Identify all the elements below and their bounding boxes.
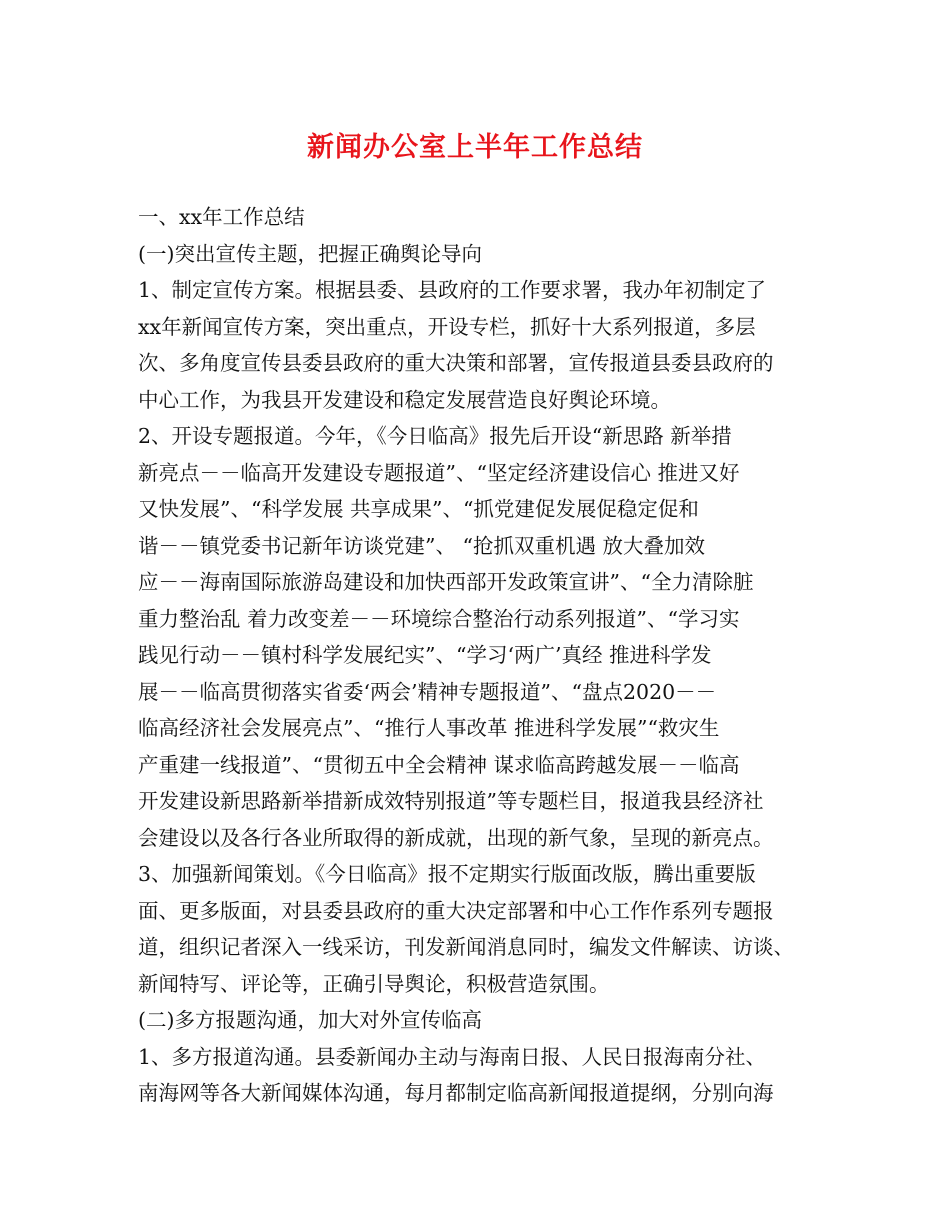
body-line: 应－－海南国际旅游岛建设和加快西部开发政策宣讲”、“全力清除脏	[138, 570, 754, 594]
body-line: 践见行动－－镇村科学发展纪实”、“学习‘两广’真经 推进科学发	[138, 643, 712, 667]
body-line: 1、制定宣传方案。根据县委、县政府的工作要求署，我办年初制定了	[138, 278, 767, 302]
body-line: 临高经济社会发展亮点”、“推行人事改革 推进科学发展”“救灾生	[138, 716, 720, 740]
body-line: 开发建设新思路新举措新成效特别报道”等专题栏目，报道我县经济社	[138, 789, 764, 813]
body-line: 重力整治乱 着力改变差－－环境综合整治行动系列报道”、“学习实	[138, 606, 740, 631]
body-line: xx年新闻宣传方案，突出重点，开设专栏，抓好十大系列报道，多层	[138, 314, 756, 339]
document-body	[138, 199, 828, 1112]
body-line: 道，组织记者深入一线采访，刊发新闻消息同时，编发文件解读、访谈、	[138, 935, 794, 959]
body-line: 会建设以及各行各业所取得的新成就，出现的新气象，呈现的新亮点。	[138, 825, 774, 850]
body-line: 一、xx年工作总结	[138, 205, 305, 229]
body-line: 产重建一线报道”、“贯彻五中全会精神 谋求临高跨越发展－－临高	[138, 752, 740, 777]
body-line: 3、加强新闻策划。《今日临高》报不定期实行版面改版，腾出重要版	[138, 862, 756, 886]
body-line: 2、开设专题报道。今年，《今日临高》报先后开设“新思路 新举措	[138, 424, 732, 448]
body-line: 展－－临高贯彻落实省委‘两会’精神专题报道”、“盘点2020－－	[138, 679, 717, 704]
document-title: 新闻办公室上半年工作总结	[307, 132, 643, 163]
body-line: 南海网等各大新闻媒体沟通，每月都制定临高新闻报道提纲，分别向海	[138, 1081, 774, 1105]
body-line: 新闻特写、评论等，正确引导舆论，积极营造氛围。	[138, 971, 610, 996]
body-line: 次、多角度宣传县委县政府的重大决策和部署，宣传报道县委县政府的	[138, 351, 774, 375]
body-line: 中心工作，为我县开发建设和稳定发展营造良好舆论环境。	[138, 387, 671, 412]
body-line: (二)多方报题沟通，加大对外宣传临高	[138, 1008, 482, 1032]
body-line: 1、多方报道沟通。县委新闻办主动与海南日报、人民日报海南分社、	[138, 1044, 767, 1069]
body-line: 谐－－镇党委书记新年访谈党建”、 “抢抓双重机遇 放大叠加效	[138, 533, 705, 558]
body-line: 新亮点－－临高开发建设专题报道”、“坚定经济建设信心 推进又好	[138, 460, 740, 485]
body-line: 面、更多版面，对县委县政府的重大决定部署和中心工作作系列专题报	[138, 898, 774, 923]
body-line: (一)突出宣传主题，把握正确舆论导向	[138, 241, 482, 266]
body-line: 又快发展”、“科学发展 共享成果”、“抓党建促发展促稳定促和	[138, 497, 699, 521]
